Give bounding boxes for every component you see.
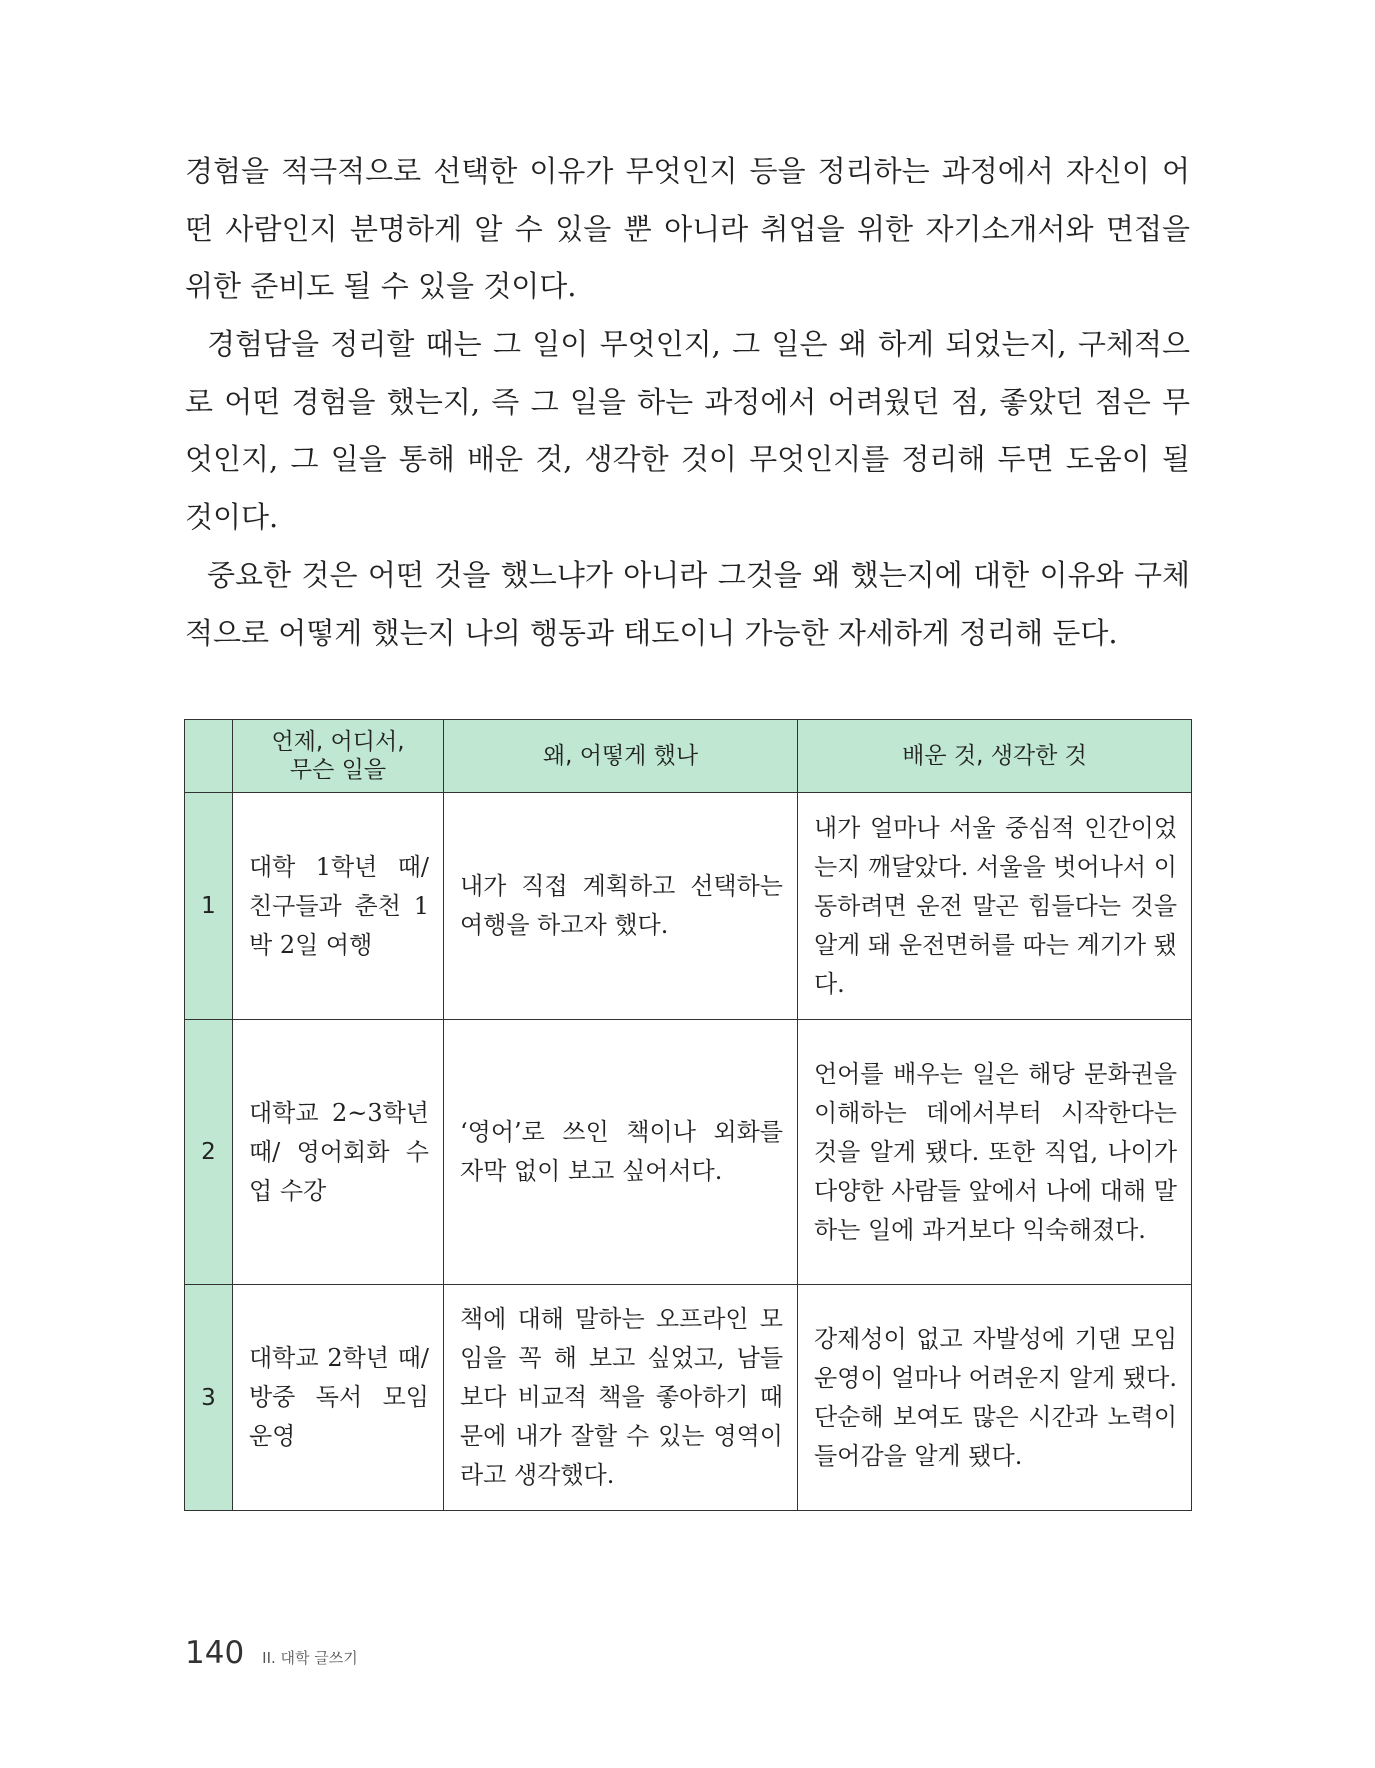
cell-why: 책에 대해 말하는 오프라인 모임을 꼭 해 보고 싶었고, 남들보다 비교적 책을 좋아하기 때문에 내가 잘할 수 있는 영역이라고 생각했다. — [444, 1285, 798, 1511]
cell-why: 내가 직접 계획하고 선택하는 여행을 하고자 했다. — [444, 793, 798, 1020]
cell-why: ‘영어’로 쓰인 책이나 외화를 자막 없이 보고 싶어서다. — [444, 1020, 798, 1285]
header-why-how: 왜, 어떻게 했나 — [444, 720, 798, 793]
body-paragraph-3: 중요한 것은 어떤 것을 했느냐가 아니라 그것을 왜 했는지에 대한 이유와 구체적으로 어떻게 했는지 나의 행동과 태도이니 가능한 자세하게 정리해 둔다. — [185, 558, 1190, 650]
header-when-where-what — [233, 720, 444, 793]
cell-learned: 강제성이 없고 자발성에 기댄 모임 운영이 얼마나 어려운지 알게 됐다. 단순해 보여도 많은 시간과 노력이 들어감을 알게 됐다. — [798, 1285, 1192, 1511]
row-number: 3 — [185, 1285, 233, 1511]
header-number — [185, 720, 233, 793]
cell-learned: 언어를 배우는 일은 해당 문화권을 이해하는 데에서부터 시작한다는 것을 알게 됐다. 또한 직업, 나이가 다양한 사람들 앞에서 나에 대해 말하는 일에 과거보다 익숙해졌다. — [798, 1020, 1192, 1285]
table-header-row — [185, 720, 1192, 793]
experience-table — [184, 719, 1192, 1511]
cell-when: 대학교 2학년 때/ 방중 독서 모임 운영 — [233, 1285, 444, 1511]
body-paragraph-1: 경험을 적극적으로 선택한 이유가 무엇인지 등을 정리하는 과정에서 자신이 어떤 사람인지 분명하게 알 수 있을 뿐 아니라 취업을 위한 자기소개서와 면접을 위한 준비도 될 수 있을 것이다. — [185, 154, 1190, 303]
table-row — [185, 1020, 1192, 1285]
row-number: 1 — [185, 793, 233, 1020]
cell-when: 대학 1학년 때/ 친구들과 춘천 1박 2일 여행 — [233, 793, 444, 1020]
table-row — [185, 793, 1192, 1020]
chapter-title: II. 대학 글쓰기 — [262, 1649, 358, 1667]
header-when-where-what-label: 언제, 어디서, 무슨 일을 — [271, 729, 405, 783]
header-learned-thought: 배운 것, 생각한 것 — [798, 720, 1192, 793]
cell-when: 대학교 2~3학년 때/ 영어회화 수업 수강 — [233, 1020, 444, 1285]
row-number: 2 — [185, 1020, 233, 1285]
table-row — [185, 1285, 1192, 1511]
page-footer — [185, 1635, 358, 1671]
body-paragraph-2: 경험담을 정리할 때는 그 일이 무엇인지, 그 일은 왜 하게 되었는지, 구체적으로 어떤 경험을 했는지, 즉 그 일을 하는 과정에서 어려웠던 점, 좋았던 점은 무엇인지, 그 일을 통해 배운 것, 생각한 것이 무엇인지를 정리해 두면 도움이 될 것이다. — [185, 327, 1190, 534]
page-number: 140 — [185, 1635, 245, 1671]
cell-learned: 내가 얼마나 서울 중심적 인간이었는지 깨달았다. 서울을 벗어나서 이동하려면 운전 말곤 힘들다는 것을 알게 돼 운전면허를 따는 계기가 됐다. — [798, 793, 1192, 1020]
